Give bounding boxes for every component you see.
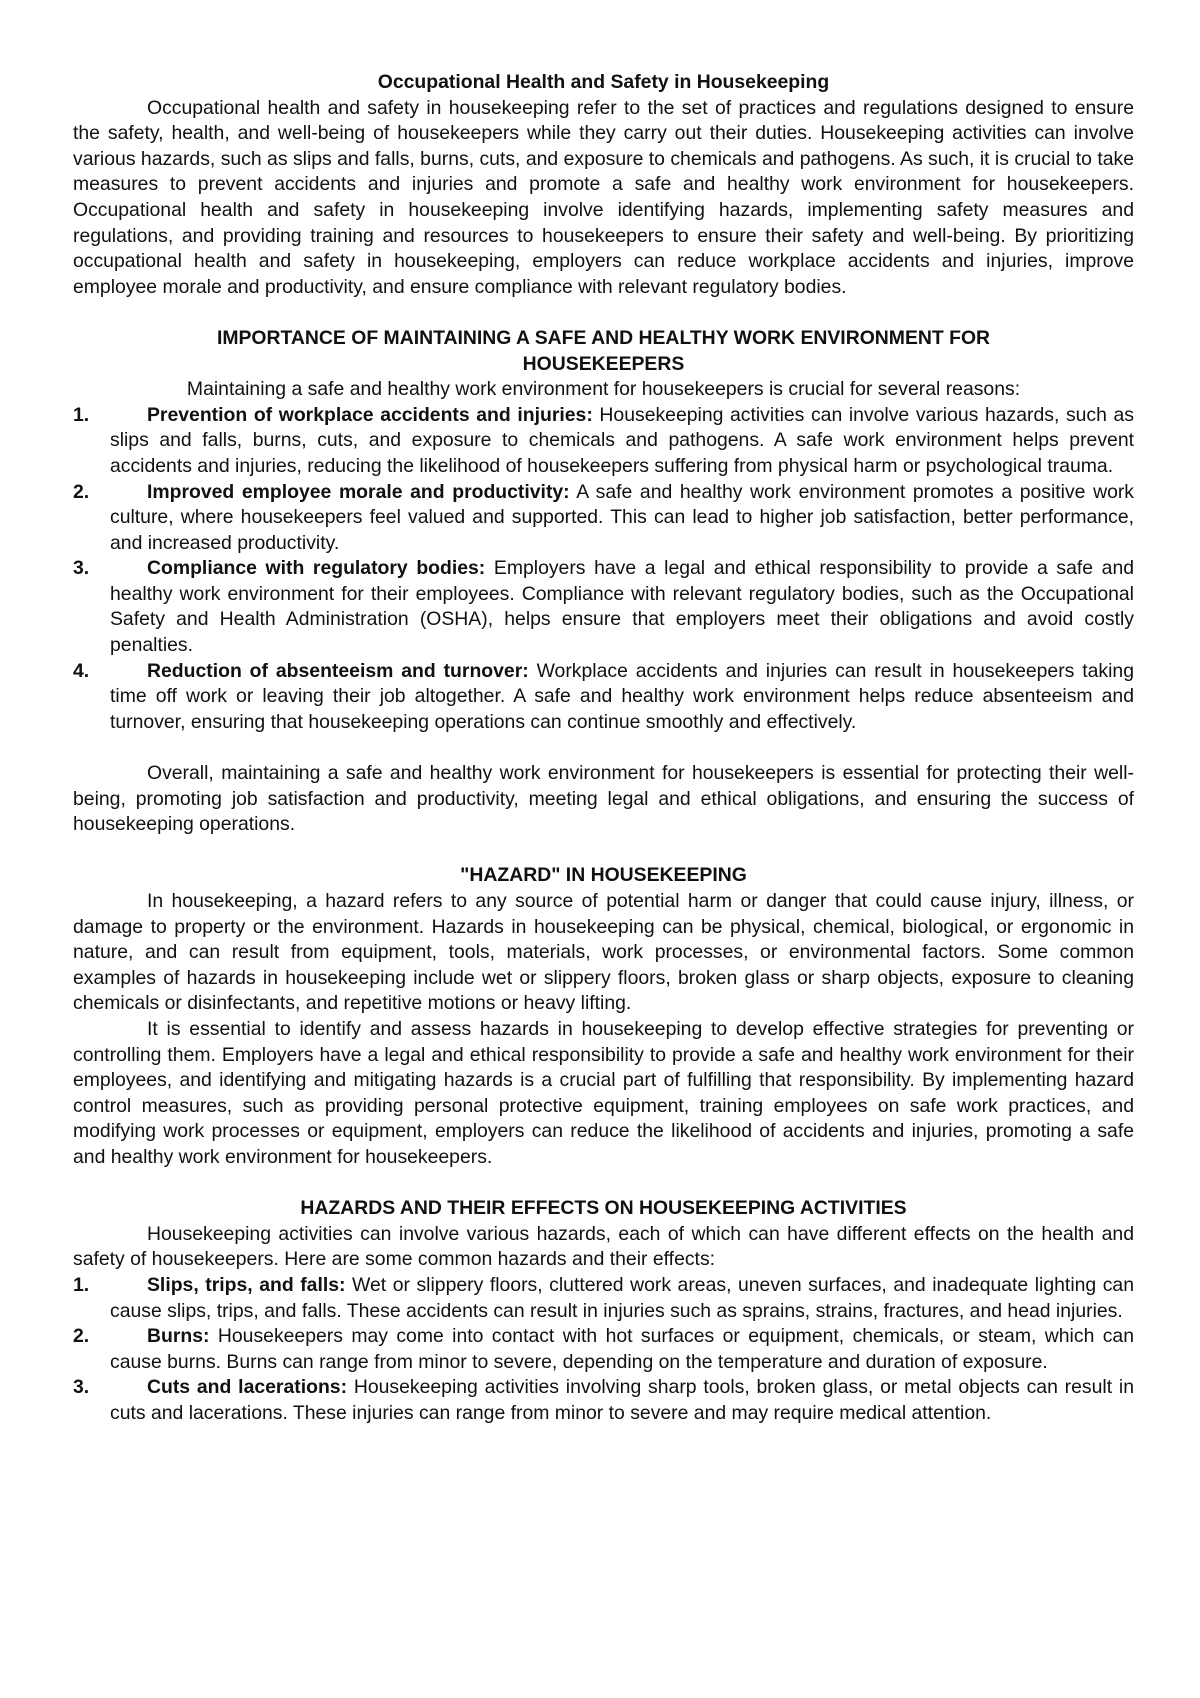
list-item-number: 2. — [73, 480, 90, 503]
list-item-term: Reduction of absenteeism and turnover: — [147, 659, 529, 682]
list-item-term: Cuts and lacerations: — [147, 1376, 348, 1399]
list-item-term: Burns: — [147, 1325, 210, 1348]
list-item-number: 4. — [73, 659, 90, 682]
list-item-term: Improved employee morale and productivity: — [147, 480, 570, 503]
list-item — [73, 403, 1134, 480]
effects-list — [73, 1273, 1134, 1427]
list-item-number: 2. — [73, 1325, 90, 1348]
list-item-text: Employers have a legal and ethical responsibility to provide a safe and healthy work environment for their employees. Compliance with relevant regulatory bodies, such as the Occupational Safety and Health Administration (OSHA), helps ensure that employers meet their obligations and avoid costly penalties. — [110, 557, 1135, 657]
list-item-term: Compliance with regulatory bodies: — [147, 557, 486, 580]
list-item — [73, 1273, 1134, 1324]
importance-heading-line1: IMPORTANCE OF MAINTAINING A SAFE AND HEALTHY WORK ENVIRONMENT FOR — [216, 326, 991, 349]
list-item-text: Wet or slippery floors, cluttered work areas, uneven surfaces, and inadequate lighting can cause slips, trips, and falls. These accidents can result in injuries such as sprains, strains, fractures, and head injuries. — [110, 1273, 1135, 1322]
list-item — [73, 659, 1134, 736]
list-item-term: Slips, trips, and falls: — [147, 1273, 346, 1296]
list-item-number: 3. — [73, 1376, 90, 1399]
list-item-number: 1. — [73, 403, 90, 426]
list-item-text: Housekeepers may come into contact with hot surfaces or equipment, chemicals, or steam, which can cause burns. Burns can range from minor to severe, depending on the temperature and duration of exposure. — [110, 1325, 1135, 1373]
hazard-heading: "HAZARD" IN HOUSEKEEPING — [460, 864, 747, 887]
list-item-number: 3. — [73, 557, 90, 580]
intro-paragraph: Occupational health and safety in housekeeping refer to the set of practices and regulations designed to ensure the safety, health, and well-being of housekeepers while they carry out their duties. Housekeeping activities can involve various hazards, such as slips and falls, burns, cuts, and exposure to chemicals and pathogens. As such, it is crucial to take measures to prevent accidents and injuries and promote a safe and healthy work environment for housekeepers. Occupational health and safety in housekeeping involve identifying hazards, implementing safety measures and regulations, and providing training and resources to housekeepers to ensure their safety and well-being. By prioritizing occupational health and safety in housekeeping, employers can reduce workplace accidents and injuries, improve employee morale and productivity, and ensure compliance with relevant regulatory bodies. — [73, 96, 1134, 298]
importance-list — [73, 403, 1134, 736]
importance-conclusion: Overall, maintaining a safe and healthy work environment for housekeepers is essential for protecting their well-being, promoting job satisfaction and productivity, meeting legal and ethical obligations, and ensuring the success of housekeeping operations. — [73, 762, 1134, 836]
list-item — [73, 1375, 1134, 1426]
list-item-text: A safe and healthy work environment promotes a positive work culture, where housekeepers feel valued and supported. This can lead to higher job satisfaction, better performance, and increased productivity. — [110, 480, 1135, 554]
list-item — [73, 480, 1134, 557]
importance-lead: Maintaining a safe and healthy work environment for housekeepers is crucial for several reasons: — [186, 378, 1021, 401]
effects-heading: HAZARDS AND THEIR EFFECTS ON HOUSEKEEPING ACTIVITIES — [300, 1197, 907, 1220]
importance-heading-line2: HOUSEKEEPERS — [522, 352, 685, 375]
document-title: Occupational Health and Safety in Housekeeping — [377, 71, 830, 93]
list-item-text: Housekeeping activities involving sharp tools, broken glass, or metal objects can result in cuts and lacerations. These injuries can range from minor to severe and may require medical attention. — [110, 1376, 1134, 1424]
list-item-text: Workplace accidents and injuries can result in housekeepers taking time off work or leaving their job altogether. A safe and healthy work environment helps reduce absenteeism and turnover, ensuring that housekeeping operations can continue smoothly and effectively. — [110, 659, 1134, 733]
list-item — [73, 556, 1134, 658]
list-item-text: Housekeeping activities can involve various hazards, such as slips and falls, burns, cuts, and exposure to chemicals and pathogens. A safe work environment helps prevent accidents and injuries, reducing the likelihood of housekeepers suffering from physical harm or psychological trauma. — [110, 403, 1135, 477]
effects-lead: Housekeeping activities can involve various hazards, each of which can have different effects on the health and safety of housekeepers. Here are some common hazards and their effects: — [73, 1222, 1134, 1271]
list-item-number: 1. — [73, 1273, 90, 1296]
importance-heading — [73, 326, 1134, 377]
hazard-paragraph-1: In housekeeping, a hazard refers to any source of potential harm or danger that could cause injury, illness, or damage to property or the environment. Hazards in housekeeping can be physical, chemical, biological, or ergonomic in nature, and can result from equipment, tools, materials, work processes, or environmental factors. Some common examples of hazards in housekeeping include wet or slippery floors, broken glass or sharp objects, exposure to cleaning chemicals or disinfectants, and repetitive motions or heavy lifting. — [73, 890, 1134, 1015]
list-item-term: Prevention of workplace accidents and injuries: — [147, 403, 593, 426]
list-item — [73, 1324, 1134, 1375]
hazard-paragraph-2: It is essential to identify and assess hazards in housekeeping to develop effective strategies for preventing or controlling them. Employers have a legal and ethical responsibility to provide a safe and healthy work environment for their employees, and identifying and mitigating hazards is a crucial part of fulfilling that responsibility. By implementing hazard control measures, such as providing personal protective equipment, training employees on safe work practices, and modifying work processes or equipment, employers can reduce the likelihood of accidents and injuries, promoting a safe and healthy work environment for housekeepers. — [73, 1017, 1134, 1168]
